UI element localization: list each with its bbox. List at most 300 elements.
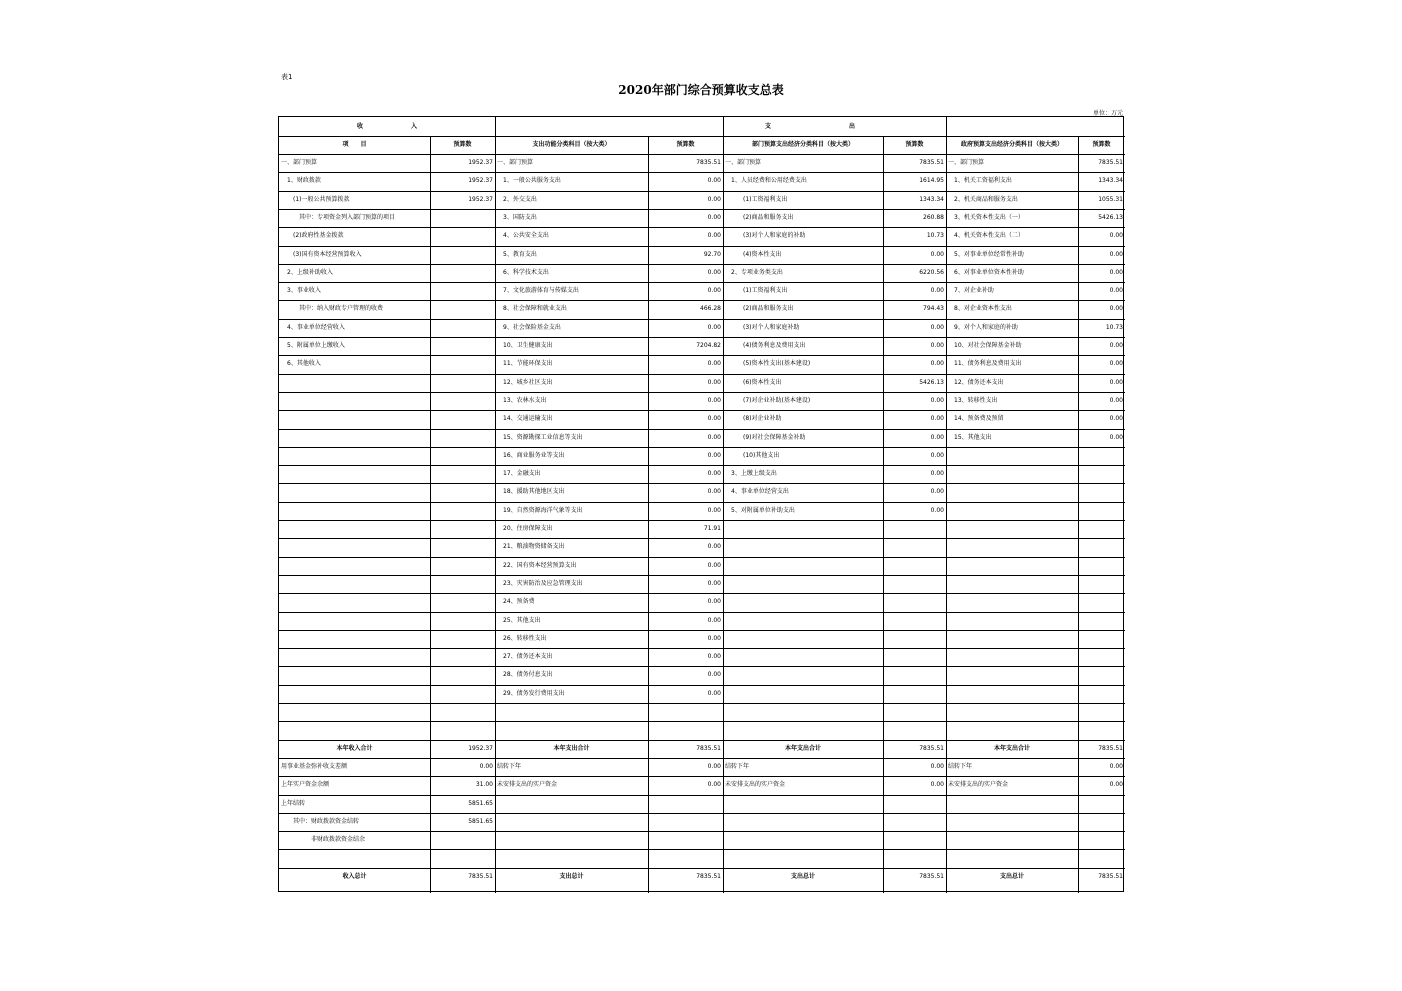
table-cell-amount: 10.73 <box>926 232 944 240</box>
table-cell-amount: 0.00 <box>707 671 721 679</box>
table-cell-amount: 0.00 <box>707 543 721 551</box>
table-cell-amount <box>432 246 493 264</box>
table-cell-amount: 0.00 <box>707 616 721 624</box>
table-cell-amount <box>432 447 493 465</box>
table-cell-amount: 0.00 <box>707 561 721 569</box>
table-cell-item: (3)对个人和家庭的补助 <box>725 232 806 240</box>
table-cell-item <box>948 721 1076 739</box>
table-cell-amount: 7835.51 <box>919 744 944 752</box>
table-cell-item <box>948 630 1076 648</box>
table-cell-amount: 0.00 <box>930 323 944 331</box>
table-cell-item: 27、债务还本支出 <box>497 653 553 661</box>
table-cell-item: 结转下年 <box>948 762 973 770</box>
table-cell-amount: 0.00 <box>707 396 721 404</box>
table-cell-amount: 0.00 <box>1109 781 1123 789</box>
table-cell-amount <box>1080 557 1123 575</box>
table-cell-item: 15、资源勘探工业信息等支出 <box>497 433 583 441</box>
table-cell-item: 2、机关商品和服务支出 <box>948 195 1018 203</box>
table-cell-amount <box>1080 502 1123 520</box>
table-cell-item <box>725 849 881 867</box>
table-cell-amount: 0.00 <box>1109 415 1123 423</box>
table-cell-item: 支出总计 <box>790 872 815 880</box>
table-cell-amount <box>1080 612 1123 630</box>
table-cell-amount: 0.00 <box>930 762 944 770</box>
table-cell-amount: 0.00 <box>707 360 721 368</box>
table-cell-item: 24、预备费 <box>497 598 535 606</box>
table-cell-amount <box>885 630 944 648</box>
table-cell-item <box>948 849 1076 867</box>
table-cell-item: 本年支出合计 <box>993 744 1030 752</box>
table-cell-item <box>725 630 881 648</box>
table-cell-amount <box>885 813 944 831</box>
table-cell-amount <box>432 685 493 703</box>
table-cell-item <box>725 703 881 721</box>
table-cell-item <box>948 538 1076 556</box>
table-cell-item: 一、部门预算 <box>725 159 762 166</box>
table-cell-item <box>948 520 1076 538</box>
table-cell-amount <box>1080 685 1123 703</box>
unit-label: 单位：万元 <box>1092 110 1123 117</box>
table-cell-amount <box>1080 630 1123 648</box>
table-cell-item: 5、附属单位上缴收入 <box>281 342 345 349</box>
table-cell-item: 上年实户资金余额 <box>281 781 330 789</box>
table-cell-amount: 794.43 <box>923 305 944 313</box>
table-cell-item: 23、灾害防治及应急管理支出 <box>497 579 583 587</box>
table-cell-amount <box>885 703 944 721</box>
table-cell-item: 未安排支出的实户资金 <box>725 781 786 789</box>
table-cell-item: 11、债务利息及费用支出 <box>948 360 1022 368</box>
table-cell-amount <box>1080 831 1123 849</box>
table-cell-amount: 0.00 <box>707 781 721 789</box>
table-cell-amount <box>432 429 493 447</box>
table-cell-amount: 0.00 <box>930 360 944 368</box>
table-cell-item: (4)债务利息及费用支出 <box>725 342 806 349</box>
table-cell-amount: 0.00 <box>707 598 721 606</box>
table-cell-amount <box>1080 538 1123 556</box>
table-cell-item <box>725 593 881 611</box>
table-cell-amount: 0.00 <box>1109 232 1123 240</box>
table-cell-item: 6、对事业单位资本性补助 <box>948 268 1024 276</box>
table-cell-item <box>281 392 428 410</box>
table-cell-amount <box>432 227 493 245</box>
table-cell-amount: 0.00 <box>707 451 721 459</box>
table-cell-amount: 0.00 <box>707 415 721 423</box>
table-cell-item <box>497 703 646 721</box>
table-cell-item: 2、专项业务类支出 <box>725 268 783 276</box>
table-cell-item: 1、人员经费和公用经费支出 <box>725 177 807 185</box>
table-cell-amount <box>650 795 721 813</box>
table-cell-item <box>281 374 428 392</box>
table-cell-item <box>281 721 428 739</box>
table-cell-amount: 0.00 <box>930 415 944 423</box>
table-cell-amount: 0.00 <box>707 378 721 386</box>
table-cell-amount: 0.00 <box>1109 360 1123 368</box>
table-cell-item: (2)政府性基金拨款 <box>281 232 344 240</box>
table-cell-item: 本年收入合计 <box>336 744 373 752</box>
table-cell-amount <box>1080 520 1123 538</box>
income-group-header: 收 入 <box>356 123 417 130</box>
table-cell-item: 5、对事业单位经常性补助 <box>948 250 1024 258</box>
table-cell-item: 结转下年 <box>725 762 750 770</box>
table-cell-amount: 0.00 <box>707 232 721 240</box>
table-cell-amount <box>650 831 721 849</box>
table-cell-amount: 1055.31 <box>1098 195 1123 203</box>
table-cell-item <box>497 849 646 867</box>
table-cell-item: 4、公共安全支出 <box>497 232 549 240</box>
table-cell-item: 3、上缴上级支出 <box>725 470 777 478</box>
table-cell-amount: 0.00 <box>1109 762 1123 770</box>
table-cell-amount: 0.00 <box>1109 250 1123 258</box>
table-cell-item <box>281 703 428 721</box>
table-cell-item: 其中：纳入财政专户管理的收费 <box>281 305 384 313</box>
table-cell-amount: 0.00 <box>930 470 944 478</box>
table-cell-item: 10、卫生健康支出 <box>497 342 553 349</box>
table-cell-item: (1)工资福利支出 <box>725 195 788 203</box>
table-cell-item <box>281 429 428 447</box>
table-cell-amount <box>432 319 493 337</box>
table-cell-amount <box>432 612 493 630</box>
table-cell-item <box>281 557 428 575</box>
table-cell-item <box>281 483 428 501</box>
table-cell-amount: 7835.51 <box>696 872 721 880</box>
table-cell-amount <box>432 300 493 318</box>
table-cell-amount <box>432 264 493 282</box>
table-cell-item: 5、对附属单位补助支出 <box>725 506 795 514</box>
table-cell-amount: 0.00 <box>930 506 944 514</box>
table-cell-amount <box>432 483 493 501</box>
table-cell-amount: 0.00 <box>707 287 721 295</box>
table-cell-amount: 0.00 <box>930 781 944 789</box>
table-cell-amount <box>432 465 493 483</box>
table-cell-item <box>725 575 881 593</box>
table-cell-amount <box>1080 483 1123 501</box>
table-cell-item <box>497 795 646 813</box>
table-cell-amount: 1343.34 <box>919 195 944 203</box>
table-cell-amount <box>885 666 944 684</box>
table-cell-item: 8、社会保障和就业支出 <box>497 305 567 313</box>
table-cell-amount <box>432 282 493 300</box>
table-cell-amount <box>1080 575 1123 593</box>
table-cell-item <box>948 502 1076 520</box>
table-cell-amount <box>885 795 944 813</box>
table-cell-item: 14、预备费及预留 <box>948 415 1004 423</box>
column-header: 预算数 <box>676 141 695 148</box>
table-cell-item <box>281 685 428 703</box>
table-cell-amount: 0.00 <box>707 323 721 331</box>
table-cell-amount <box>1080 795 1123 813</box>
table-cell-amount <box>432 410 493 428</box>
table-cell-amount: 0.00 <box>930 433 944 441</box>
table-cell-amount: 0.00 <box>1109 378 1123 386</box>
table-cell-item: (10)其他支出 <box>725 451 780 459</box>
table-cell-item <box>497 721 646 739</box>
table-cell-item <box>948 795 1076 813</box>
table-cell-item <box>948 483 1076 501</box>
table-cell-amount: 1952.37 <box>468 744 493 752</box>
table-cell-item: 用事业基金弥补收支差额 <box>281 762 348 770</box>
table-cell-item: 4、事业单位经营支出 <box>725 488 789 496</box>
table-cell-amount <box>885 721 944 739</box>
table-cell-item <box>497 831 646 849</box>
table-cell-item <box>948 557 1076 575</box>
table-cell-amount: 0.00 <box>707 470 721 478</box>
table-cell-item: 1、机关工资福利支出 <box>948 177 1012 185</box>
table-cell-item <box>725 795 881 813</box>
table-cell-amount <box>432 209 493 227</box>
table-cell-amount: 0.00 <box>707 579 721 587</box>
table-cell-amount <box>650 849 721 867</box>
table-cell-item: 13、农林水支出 <box>497 396 547 404</box>
budget-summary-table <box>278 116 1124 892</box>
table-cell-amount: 0.00 <box>707 689 721 697</box>
table-cell-item: 17、金融支出 <box>497 470 541 478</box>
table-cell-item <box>281 612 428 630</box>
table-cell-item <box>948 831 1076 849</box>
table-cell-item: 支出总计 <box>559 872 584 880</box>
table-cell-amount <box>432 374 493 392</box>
table-cell-item: 4、事业单位经营收入 <box>281 323 345 331</box>
table-cell-amount: 0.00 <box>1109 268 1123 276</box>
column-divider <box>1078 136 1079 893</box>
table-cell-item <box>725 538 881 556</box>
table-cell-amount: 6220.56 <box>919 268 944 276</box>
table-cell-item: 15、其他支出 <box>948 433 992 441</box>
table-cell-item <box>948 685 1076 703</box>
table-cell-amount: 0.00 <box>707 488 721 496</box>
table-cell-item: 14、交通运输支出 <box>497 415 553 423</box>
column-header: 项 目 <box>342 141 367 148</box>
table-cell-amount <box>432 355 493 373</box>
column-header: 预算数 <box>1092 141 1111 148</box>
table-cell-item: (5)资本性支出(基本建设) <box>725 360 811 368</box>
table-cell-item: 3、国防支出 <box>497 213 537 221</box>
table-cell-amount <box>650 703 721 721</box>
table-cell-amount: 5851.65 <box>468 799 493 807</box>
table-cell-item: 18、援助其他地区支出 <box>497 488 565 496</box>
table-cell-item <box>948 593 1076 611</box>
table-cell-amount <box>1080 849 1123 867</box>
table-cell-item <box>948 648 1076 666</box>
table-cell-amount <box>432 831 493 849</box>
table-cell-amount <box>1080 813 1123 831</box>
table-cell-amount: 5851.65 <box>468 817 493 825</box>
table-cell-amount: 0.00 <box>479 762 493 770</box>
table-cell-amount <box>885 575 944 593</box>
column-header: 预算数 <box>905 141 924 148</box>
table-cell-item: 本年支出合计 <box>553 744 590 752</box>
table-cell-item <box>948 666 1076 684</box>
table-cell-amount <box>1080 465 1123 483</box>
table-cell-item: 收入总计 <box>342 872 367 880</box>
table-cell-amount: 7835.51 <box>1098 872 1123 880</box>
table-cell-amount <box>1080 666 1123 684</box>
table-cell-item: 9、社会保险基金支出 <box>497 323 561 331</box>
table-cell-item: 22、国有资本经营预算支出 <box>497 561 577 569</box>
table-cell-amount <box>432 337 493 355</box>
table-cell-amount <box>432 666 493 684</box>
table-cell-item <box>281 648 428 666</box>
table-cell-amount: 10.73 <box>1105 323 1123 331</box>
table-cell-item: (7)对企业补助(基本建设) <box>725 396 811 404</box>
table-cell-amount: 0.00 <box>1109 305 1123 313</box>
table-cell-amount: 7835.51 <box>1098 744 1123 752</box>
table-cell-amount: 92.70 <box>703 250 721 258</box>
table-cell-item <box>281 465 428 483</box>
table-cell-item <box>948 703 1076 721</box>
table-cell-item: (3)对个人和家庭补助 <box>725 323 800 331</box>
table-cell-item: (1)工资福利支出 <box>725 287 788 295</box>
table-cell-item <box>725 612 881 630</box>
table-cell-amount <box>432 593 493 611</box>
table-cell-item: 12、债务还本支出 <box>948 378 1004 386</box>
table-cell-amount: 0.00 <box>930 342 944 349</box>
table-cell-amount: 0.00 <box>707 433 721 441</box>
table-cell-amount: 31.00 <box>475 781 493 789</box>
table-cell-item: 21、粮油物资储备支出 <box>497 543 565 551</box>
table-cell-amount: 0.00 <box>1109 433 1123 441</box>
table-cell-amount: 7835.51 <box>696 744 721 752</box>
table-cell-amount: 7835.51 <box>1098 159 1123 166</box>
table-cell-item <box>281 502 428 520</box>
table-cell-item: 8、对企业资本性支出 <box>948 305 1012 313</box>
table-cell-item: 6、其他收入 <box>281 360 321 368</box>
table-cell-item <box>725 813 881 831</box>
table-cell-amount <box>432 557 493 575</box>
table-cell-item: 其中：专项资金列入部门预算的项目 <box>281 213 396 221</box>
table-cell-item <box>948 813 1076 831</box>
table-cell-amount <box>650 721 721 739</box>
page-title: 2020年部门综合预算收支总表 <box>618 83 784 97</box>
table-cell-amount: 71.91 <box>703 525 721 532</box>
table-cell-amount: 0.00 <box>1109 342 1123 349</box>
table-cell-amount: 0.00 <box>1109 396 1123 404</box>
table-cell-item: (6)资本性支出 <box>725 378 782 386</box>
table-cell-item: 16、商业服务业等支出 <box>497 451 565 459</box>
table-cell-item: (8)对企业补助 <box>725 415 782 423</box>
column-header: 预算数 <box>453 141 472 148</box>
table-cell-item <box>281 447 428 465</box>
table-cell-item <box>948 612 1076 630</box>
table-cell-item <box>281 538 428 556</box>
table-cell-amount: 0.00 <box>707 213 721 221</box>
table-cell-item: 2、上级补助收入 <box>281 268 333 276</box>
table-cell-item: 非财政拨款资金结余 <box>281 836 366 844</box>
table-cell-amount: 0.00 <box>1109 287 1123 295</box>
table-cell-amount <box>885 849 944 867</box>
table-cell-amount: 1952.37 <box>468 159 493 166</box>
table-cell-item: (2)商品和服务支出 <box>725 213 794 221</box>
table-cell-item <box>281 849 428 867</box>
table-cell-item <box>725 685 881 703</box>
table-cell-item: 10、对社会保障基金补助 <box>948 342 1022 349</box>
table-cell-item <box>725 666 881 684</box>
table-cell-item: 3、机关资本性支出（一） <box>948 213 1024 221</box>
table-cell-amount: 0.00 <box>930 287 944 295</box>
table-cell-amount: 1952.37 <box>468 177 493 185</box>
column-header: 支出功能分类科目（按大类） <box>532 141 611 148</box>
table-cell-item <box>281 666 428 684</box>
table-cell-item <box>497 813 646 831</box>
table-cell-amount: 7835.51 <box>468 872 493 880</box>
table-cell-amount: 1614.95 <box>919 177 944 185</box>
table-cell-item: 20、住房保障支出 <box>497 525 553 532</box>
table-cell-item: (1)一般公共预算拨款 <box>281 195 350 203</box>
table-cell-amount: 0.00 <box>707 177 721 185</box>
table-cell-amount <box>432 849 493 867</box>
table-cell-amount <box>432 520 493 538</box>
table-cell-item: 11、节能环保支出 <box>497 360 553 368</box>
table-cell-item <box>725 520 881 538</box>
table-cell-amount: 7835.51 <box>919 872 944 880</box>
table-cell-item: (3)国有资本经营预算收入 <box>281 250 362 258</box>
column-header: 部门预算支出经济分类科目（按大类） <box>751 141 854 148</box>
table-cell-amount: 0.00 <box>930 250 944 258</box>
table-cell-item: 3、事业收入 <box>281 287 321 295</box>
table-cell-amount <box>432 575 493 593</box>
table-cell-item: 13、转移性支出 <box>948 396 998 404</box>
table-cell-amount: 0.00 <box>707 195 721 203</box>
table-cell-item: 一、部门预算 <box>281 159 318 166</box>
table-cell-item: 未安排支出的实户资金 <box>948 781 1009 789</box>
table-cell-item <box>725 831 881 849</box>
table-cell-item: 7、对企业补助 <box>948 287 994 295</box>
table-cell-item: 2、外交支出 <box>497 195 537 203</box>
table-cell-amount <box>432 648 493 666</box>
table-cell-amount: 0.00 <box>707 762 721 770</box>
table-cell-amount <box>1080 648 1123 666</box>
table-cell-item: 未安排支出的实户资金 <box>497 781 558 789</box>
table-cell-item: (4)资本性支出 <box>725 250 782 258</box>
expense-group-header: 支 出 <box>764 123 855 130</box>
table-cell-item <box>281 593 428 611</box>
table-cell-item: 其中：财政拨款资金结转 <box>281 817 360 825</box>
table-cell-amount: 0.00 <box>707 268 721 276</box>
table-number-label: 表1 <box>281 73 293 81</box>
column-divider <box>430 136 431 893</box>
table-cell-item: (9)对社会保障基金补助 <box>725 433 806 441</box>
table-cell-amount: 5426.13 <box>1098 213 1123 221</box>
table-cell-amount: 7204.82 <box>696 342 721 349</box>
table-cell-item: 结转下年 <box>497 762 522 770</box>
table-cell-amount: 0.00 <box>707 653 721 661</box>
table-cell-item <box>281 520 428 538</box>
table-cell-item <box>948 447 1076 465</box>
table-cell-item: 5、教育支出 <box>497 250 537 258</box>
table-cell-amount: 7835.51 <box>696 159 721 166</box>
table-cell-item: 1、财政拨款 <box>281 177 321 185</box>
table-cell-amount: 0.00 <box>707 506 721 514</box>
table-cell-amount <box>432 630 493 648</box>
table-cell-item: 25、其他支出 <box>497 616 541 624</box>
table-cell-amount <box>432 502 493 520</box>
table-cell-item: 9、对个人和家庭的补助 <box>948 323 1018 331</box>
table-cell-item <box>725 557 881 575</box>
table-cell-item: 4、机关资本性支出（二） <box>948 232 1024 240</box>
table-cell-item: 7、文化旅游体育与传媒支出 <box>497 287 579 295</box>
table-cell-item: 28、债务付息支出 <box>497 671 553 679</box>
table-cell-item: 19、自然资源海洋气象等支出 <box>497 506 583 514</box>
table-cell-amount <box>885 538 944 556</box>
column-header: 政府预算支出经济分类科目（按大类） <box>960 141 1063 148</box>
table-cell-item: 本年支出合计 <box>784 744 821 752</box>
table-cell-amount <box>1080 703 1123 721</box>
table-cell-item <box>725 721 881 739</box>
table-cell-amount <box>885 648 944 666</box>
table-cell-amount <box>1080 447 1123 465</box>
table-cell-item: 29、债务发行费用支出 <box>497 689 565 697</box>
table-cell-amount <box>432 538 493 556</box>
column-divider <box>883 136 884 893</box>
